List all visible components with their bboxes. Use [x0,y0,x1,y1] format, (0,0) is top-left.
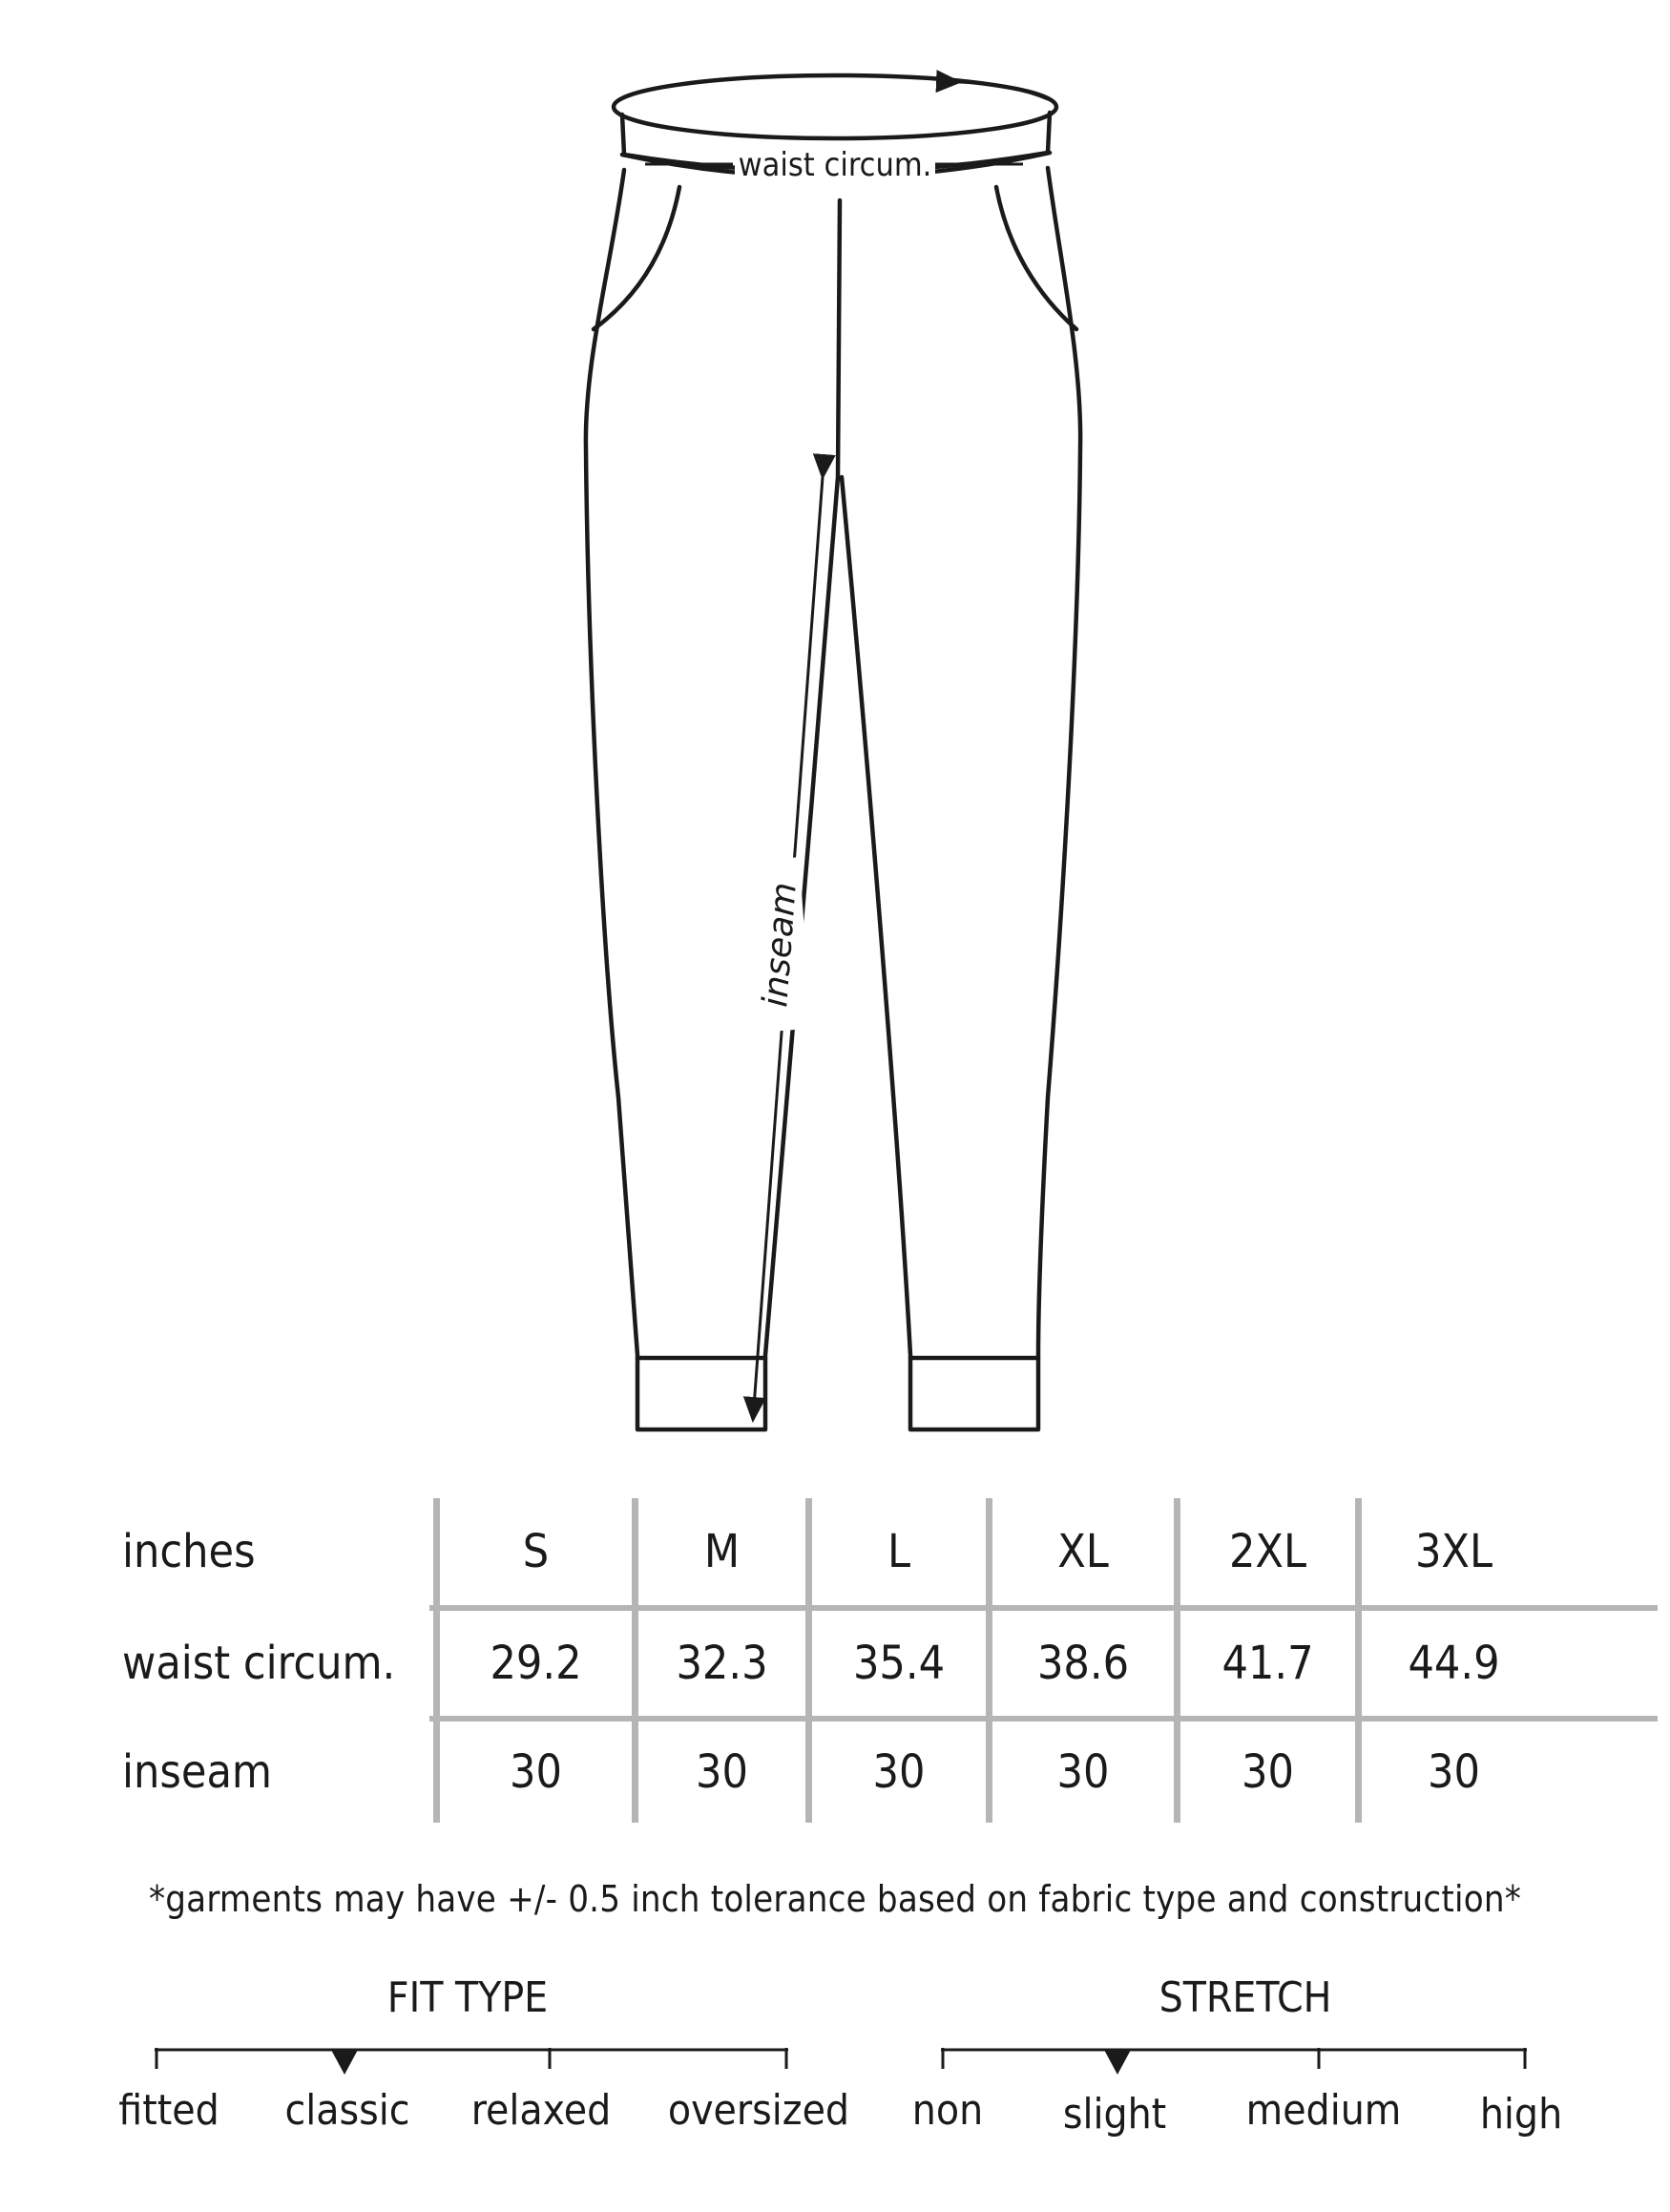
table-divider [805,1498,812,1823]
size-header-3xl: 3XL [1414,1525,1493,1578]
table-divider [433,1498,440,1823]
stretch-title: STRETCH [1159,1973,1332,2022]
size-header-xl: XL [1057,1525,1109,1578]
row-label-inseam: inseam [122,1745,272,1799]
table-divider [986,1498,992,1823]
table-divider [1355,1498,1362,1823]
size-header-2xl: 2XL [1228,1525,1307,1578]
waist-label: waist circum. [738,146,932,184]
stretch-scale [0,2033,1670,2090]
table-cell: 30 [1242,1745,1294,1799]
stretch-label: slight [1062,2090,1167,2139]
table-cell: 38.6 [1036,1637,1130,1690]
table-cell: 30 [696,1745,748,1799]
table-cell: 30 [872,1745,926,1799]
tolerance-note: *garments may have +/- 0.5 inch tolerance based on fabric type and construction* [148,1878,1521,1920]
table-cell: 35.4 [852,1637,946,1690]
size-header-m: M [703,1525,741,1578]
table-cell: 30 [1428,1745,1480,1799]
size-header-s: S [522,1525,550,1578]
table-divider [1174,1498,1180,1823]
stretch-label: medium [1245,2086,1402,2135]
table-cell: 29.2 [490,1637,582,1690]
right-pocket [996,187,1076,329]
fit-type-label: oversized [667,2086,850,2135]
table-divider [632,1498,638,1823]
table-cell: 32.3 [676,1637,768,1690]
size-table [115,1498,1546,1823]
table-cell: 30 [1056,1745,1110,1799]
table-cell: 41.7 [1221,1637,1314,1690]
size-header-l: L [887,1525,911,1578]
table-cell: 44.9 [1408,1637,1500,1690]
stretch-marker-icon [1104,2050,1131,2075]
table-header-unit: inches [122,1525,256,1578]
left-pocket [594,187,679,329]
fit-type-label: relaxed [470,2086,612,2135]
stretch-label: high [1479,2090,1563,2139]
fit-type-label: fitted [118,2086,219,2135]
stretch-label: non [911,2086,984,2135]
pants-outline [586,170,840,1429]
inseam-label: inseam [756,881,804,1009]
table-cell: 30 [510,1745,562,1799]
fit-type-title: FIT TYPE [386,1973,549,2022]
fit-type-label: classic [284,2086,410,2135]
row-label-waist: waist circum. [122,1637,396,1690]
